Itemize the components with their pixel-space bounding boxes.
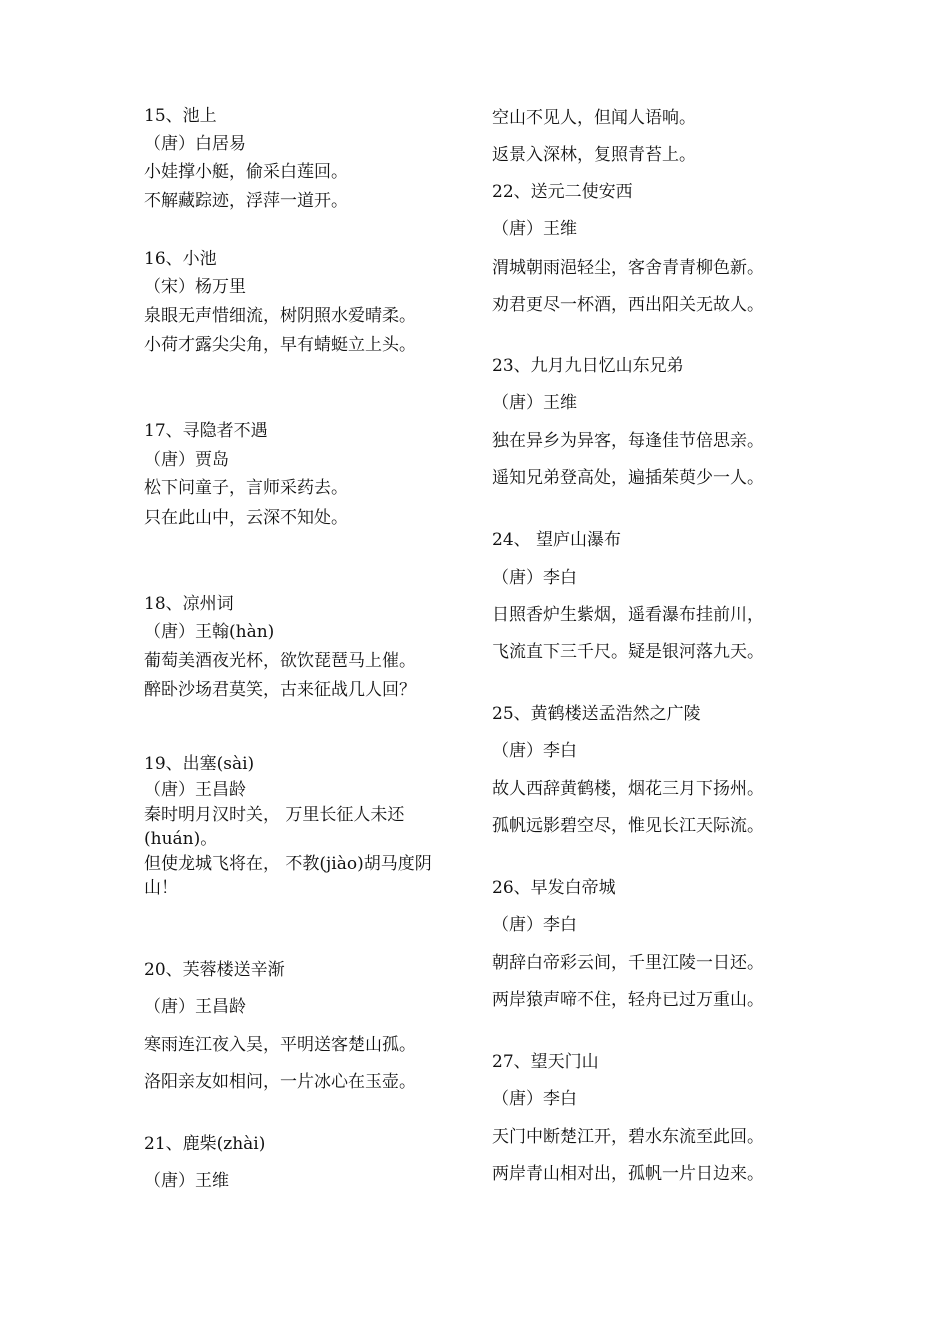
poem-line: 独在异乡为异客，每逢佳节倍思亲。: [492, 431, 764, 451]
poem-author: （唐）贾岛: [144, 450, 229, 470]
poem-author: （唐）李白: [492, 915, 577, 935]
poem-line: 劝君更尽一杯酒，西出阳关无故人。: [492, 295, 764, 315]
poem-line: 小娃撑小艇，偷采白莲回。: [144, 162, 348, 182]
poem-title: 21、鹿柴(zhài): [144, 1134, 266, 1154]
poem-line: 洛阳亲友如相问，一片冰心在玉壶。: [144, 1072, 416, 1092]
poem-line: 寒雨连江夜入吴，平明送客楚山孤。: [144, 1035, 416, 1055]
poem-title: 24、 望庐山瀑布: [492, 530, 622, 550]
poem-line: 日照香炉生紫烟，遥看瀑布挂前川，: [492, 605, 764, 625]
poem-author: （唐）王翰(hàn): [144, 622, 275, 642]
poem-line: 秦时明月汉时关， 万里长征人未还(huán)。: [144, 805, 405, 849]
poem-title: 26、早发白帝城: [492, 878, 616, 898]
poem-title: 16、小池: [144, 249, 217, 269]
poem-author: （唐）王维: [144, 1171, 229, 1191]
poem-line: 空山不见人，但闻人语响。: [492, 108, 696, 128]
poem-title: 20、芙蓉楼送辛渐: [144, 960, 285, 980]
poem-line: 但使龙城飞将在， 不教(jiào)胡马度阴山！: [144, 854, 432, 898]
poem-title: 27、望天门山: [492, 1052, 599, 1072]
poem-title: 15、池上: [144, 106, 217, 126]
poem-line: 天门中断楚江开，碧水东流至此回。: [492, 1127, 764, 1147]
poem-line: 两岸猿声啼不住，轻舟已过万重山。: [492, 990, 764, 1010]
poem-author: （唐）王昌龄: [144, 780, 246, 800]
poem-author: （唐）李白: [492, 568, 577, 588]
poem-author: （唐）李白: [492, 1089, 577, 1109]
poem-title: 18、凉州词: [144, 594, 234, 614]
poem-line: 孤帆远影碧空尽，惟见长江天际流。: [492, 816, 764, 836]
poem-line: 遥知兄弟登高处，遍插茱萸少一人。: [492, 468, 764, 488]
poem-title: 23、九月九日忆山东兄弟: [492, 356, 684, 376]
poem-line: 两岸青山相对出，孤帆一片日边来。: [492, 1164, 764, 1184]
poem-line: 返景入深林，复照青苔上。: [492, 145, 696, 165]
poem-line: 小荷才露尖尖角，早有蜻蜓立上头。: [144, 335, 416, 355]
poem-line: 只在此山中，云深不知处。: [144, 508, 348, 528]
poem-author: （唐）李白: [492, 741, 577, 761]
poem-author: （唐）白居易: [144, 134, 246, 154]
poem-author: （唐）王昌龄: [144, 997, 246, 1017]
poem-line: 葡萄美酒夜光杯，欲饮琵琶马上催。: [144, 651, 416, 671]
poem-line: 朝辞白帝彩云间，千里江陵一日还。: [492, 953, 764, 973]
poem-title: 19、出塞(sài): [144, 754, 255, 774]
poem-line: 松下问童子，言师采药去。: [144, 478, 348, 498]
poem-line: 不解藏踪迹，浮萍一道开。: [144, 191, 348, 211]
poem-line: 飞流直下三千尺。疑是银河落九天。: [492, 642, 764, 662]
poem-line: 泉眼无声惜细流，树阴照水爱晴柔。: [144, 306, 416, 326]
poem-line: 渭城朝雨浥轻尘，客舍青青柳色新。: [492, 258, 764, 278]
poem-author: （唐）王维: [492, 393, 577, 413]
poem-title: 25、黄鹤楼送孟浩然之广陵: [492, 704, 701, 724]
poem-author: （唐）王维: [492, 219, 577, 239]
poem-title: 22、送元二使安西: [492, 182, 633, 202]
poem-author: （宋）杨万里: [144, 277, 246, 297]
poem-line: 故人西辞黄鹤楼，烟花三月下扬州。: [492, 779, 764, 799]
poem-title: 17、寻隐者不遇: [144, 421, 268, 441]
poem-line: 醉卧沙场君莫笑，古来征战几人回？: [144, 680, 416, 700]
